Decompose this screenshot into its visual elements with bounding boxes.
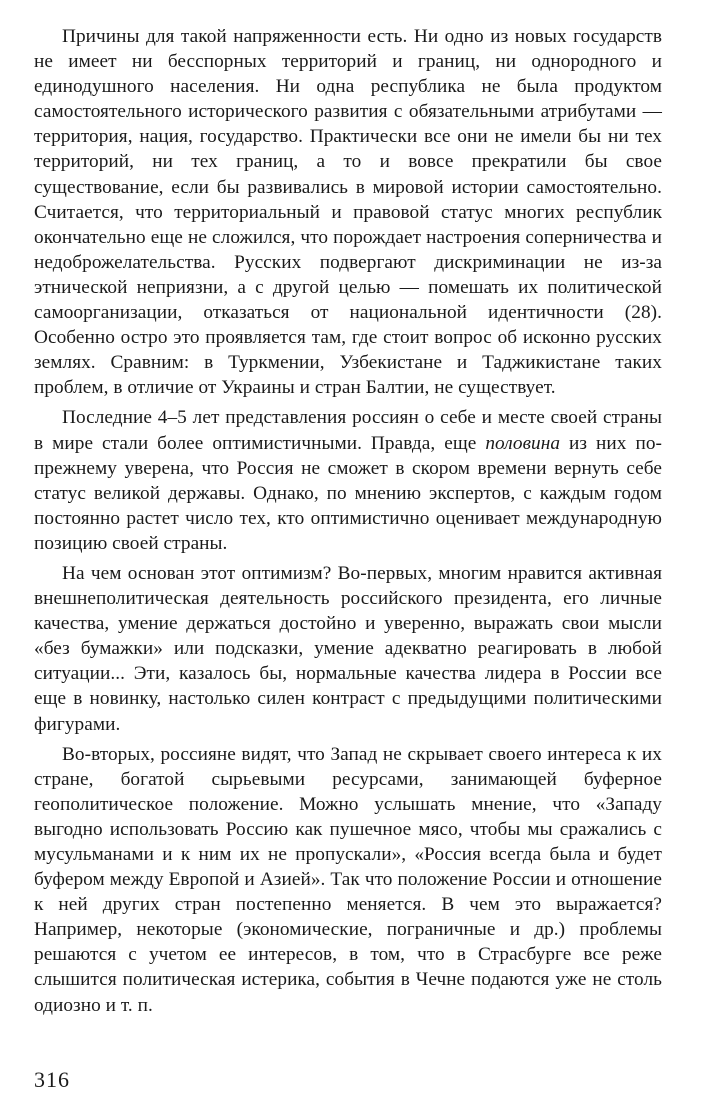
paragraph xyxy=(34,742,662,1018)
paragraph-text: Причины для такой напряженности есть. Ни одно из новых государств не имеет ни бесспорных территорий и границ, ни однородного и единодушного населения. Ни одна республика не была продуктом самостоятельного исторического развития с обязательными атрибутами — территория, нация, государство. Практически все они не имели бы ни тех территорий, ни тех границ, а то и вовсе прекратили бы свое существование, если бы развивались в мировой истории самостоятельно. Считается, что территориальный и правовой статус многих республик окончательно еще не сложился, что порождает настроения соперничества и недоброжелательства. Русских подвергают дискриминации не из-за этнической неприязни, а с другой целью — помешать их политической самоорганизации, отказаться от национальной идентичности (28). Особенно остро это проявляется там, где стоит вопрос об исконно русских землях. Сравним: в Туркмении, Узбекистане и Таджикистане таких проблем, в отличие от Украины и стран Балтии, не существует. xyxy=(34,26,662,399)
paragraph xyxy=(34,405,662,556)
paragraph-text: Во-вторых, россияне видят, что Запад не скрывает своего интереса к их стране, богатой сырьевыми ресурсами, занимающей буферное геополитическое положение. Можно услышать мнение, что «Западу выгодно использовать Россию как пушечное мясо, чтобы мы сражались с мусульманами и к ним их не пропускали», «Россия всегда была и будет буфером между Европой и Азией». Так что положение России и отношение к ней других стран постепенно меняется. В чем это выражается? Например, некоторые (экономические, пограничные и др.) проблемы решаются с учетом ее интересов, в том, что в Страсбурге все реже слышится политическая истерика, события в Чечне подаются уже не столь одиозно и т. п. xyxy=(34,743,662,1016)
body-text xyxy=(34,24,662,1023)
page-number: 316 xyxy=(34,1067,70,1092)
paragraph-text: из них по-прежнему уверена, что Россия не сможет в скором времени вернуть себе статус великой державы. Однако, по мнению экспертов, с каждым годом постоянно растет число тех, кто оптимистично оценивает международную позицию своей страны. xyxy=(34,432,662,554)
paragraph xyxy=(34,24,662,400)
paragraph-text: На чем основан этот оптимизм? Во-первых, многим нравится активная внешнеполитическая деятельность российского президента, его личные качества, умение держаться достойно и уверенно, выражать свои мысли «без бумажки» или подсказки, умение адекватно реагировать в любой ситуации... Эти, казалось бы, нормальные качества лидера в России все еще в новинку, настолько силен контраст с предыдущими политическими фигурами. xyxy=(34,562,662,735)
italic-word: половина xyxy=(485,432,561,454)
paragraph-text: Последние 4–5 лет представления россиян о себе и месте своей страны в мире стали более оптимистичными. Правда, еще xyxy=(34,407,662,454)
paragraph xyxy=(34,561,662,737)
